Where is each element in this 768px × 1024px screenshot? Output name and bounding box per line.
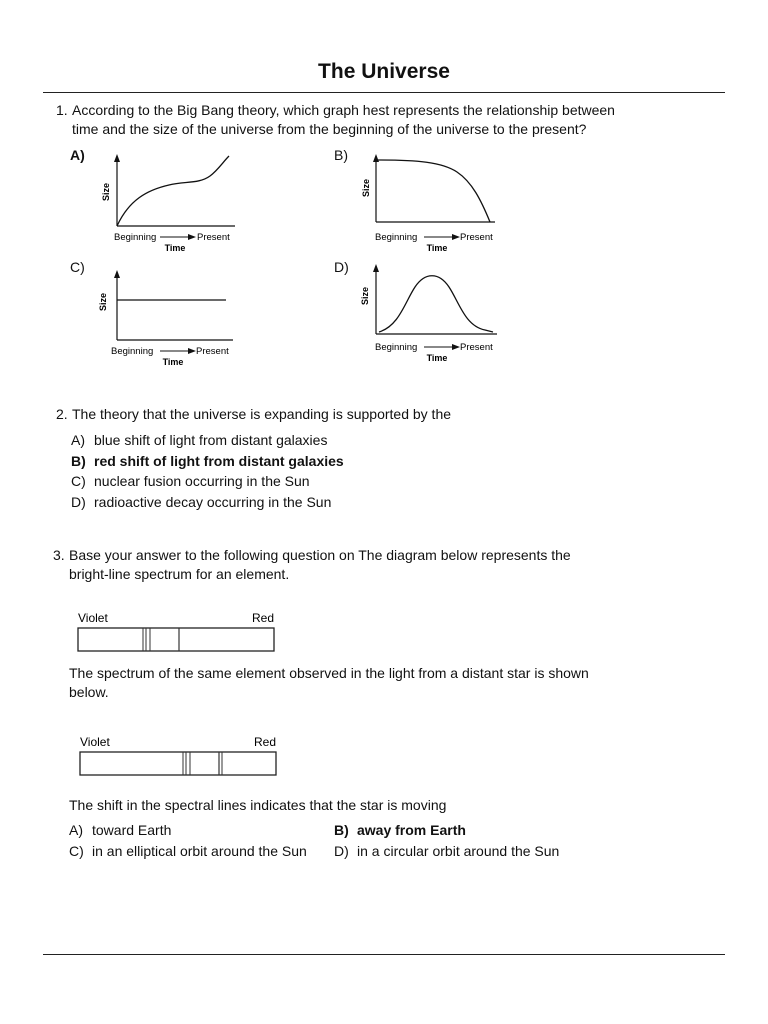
footer-divider	[43, 954, 725, 955]
graph-a-y-label: Size	[101, 182, 111, 202]
graph-b-x-end: Present	[460, 232, 493, 243]
graph-b-x-label: Time	[426, 243, 448, 253]
q3-middle-line1: The spectrum of the same element observed in the light from a distant star is shown	[69, 665, 589, 681]
q2-option-a-letter: A)	[71, 432, 85, 448]
spectrum-element	[76, 610, 278, 656]
q3-option-c-letter: C)	[69, 843, 84, 859]
graph-d	[357, 262, 507, 372]
q2-option-d-text: radioactive decay occurring in the Sun	[94, 494, 332, 510]
q1-text-line2: time and the size of the universe from the beginning of the universe to the present?	[72, 121, 587, 137]
graph-b-y-label: Size	[361, 178, 371, 198]
graph-a	[95, 150, 245, 260]
q2-option-a[interactable]	[71, 432, 327, 448]
graph-d-label[interactable]: D)	[334, 259, 349, 275]
graph-c-x-start: Beginning	[111, 346, 154, 357]
graph-d-x-end: Present	[460, 342, 493, 353]
graph-c-label[interactable]: C)	[70, 259, 85, 275]
graph-d-x-label: Time	[426, 353, 448, 363]
graph-a-x-start: Beginning	[114, 232, 157, 243]
q3-text-line1: Base your answer to the following question on The diagram below represents the	[69, 547, 571, 563]
graph-d-x-start: Beginning	[375, 342, 418, 353]
graph-b-x-start: Beginning	[375, 232, 418, 243]
q2-option-b[interactable]	[71, 453, 344, 469]
q1-number: 1.	[56, 102, 68, 118]
q2-option-d[interactable]	[71, 494, 331, 510]
q3-option-c[interactable]	[69, 843, 307, 859]
graph-a-x-label: Time	[164, 243, 186, 253]
q3-number: 3.	[53, 547, 65, 563]
graph-c	[93, 262, 243, 372]
spectrum-element-red-label: Red	[251, 611, 274, 625]
q3-option-a[interactable]	[69, 822, 171, 838]
q2-option-c[interactable]	[71, 473, 310, 489]
graph-b-label[interactable]: B)	[334, 147, 348, 163]
spectrum-element-band	[78, 628, 274, 651]
spectrum-star-violet-label: Violet	[80, 735, 110, 749]
q2-number: 2.	[56, 406, 68, 422]
graph-b	[357, 150, 507, 260]
q2-option-a-text: blue shift of light from distant galaxies	[94, 432, 328, 448]
spectrum-star-band	[80, 752, 276, 775]
q2-option-b-text: red shift of light from distant galaxies	[94, 453, 344, 469]
q2-option-c-text: nuclear fusion occurring in the Sun	[94, 473, 310, 489]
title-divider	[43, 92, 725, 93]
graph-a-label[interactable]: A)	[70, 147, 85, 163]
q3-option-b-letter: B)	[334, 822, 349, 838]
graph-c-y-label: Size	[98, 292, 108, 312]
graph-c-x-end: Present	[196, 346, 229, 357]
q2-option-d-letter: D)	[71, 494, 86, 510]
q1-text-line1: According to the Big Bang theory, which graph hest represents the relationship between	[72, 102, 615, 118]
graph-a-x-end: Present	[197, 232, 230, 243]
spectrum-star-red-label: Red	[253, 735, 276, 749]
q3-option-b[interactable]	[334, 822, 466, 838]
q3-option-b-text: away from Earth	[357, 822, 466, 838]
q3-option-d[interactable]	[334, 843, 559, 859]
q2-option-c-letter: C)	[71, 473, 86, 489]
q3-option-d-text: in a circular orbit around the Sun	[357, 843, 560, 859]
q2-text: The theory that the universe is expanding is supported by the	[72, 406, 452, 422]
q3-option-c-text: in an elliptical orbit around the Sun	[92, 843, 307, 859]
q3-stem: The shift in the spectral lines indicates that the star is moving	[69, 797, 447, 813]
page-title: The Universe	[318, 60, 450, 83]
q3-option-a-text: toward Earth	[92, 822, 172, 838]
graph-d-y-label: Size	[360, 286, 370, 306]
q3-middle-line2: below.	[69, 684, 109, 700]
spectrum-distant-star	[78, 734, 280, 780]
q3-option-d-letter: D)	[334, 843, 349, 859]
q3-text-line2: bright-line spectrum for an element.	[69, 566, 290, 582]
spectrum-element-violet-label: Violet	[78, 611, 108, 625]
q3-option-a-letter: A)	[69, 822, 83, 838]
q2-option-b-letter: B)	[71, 453, 86, 469]
graph-c-x-label: Time	[162, 357, 184, 367]
